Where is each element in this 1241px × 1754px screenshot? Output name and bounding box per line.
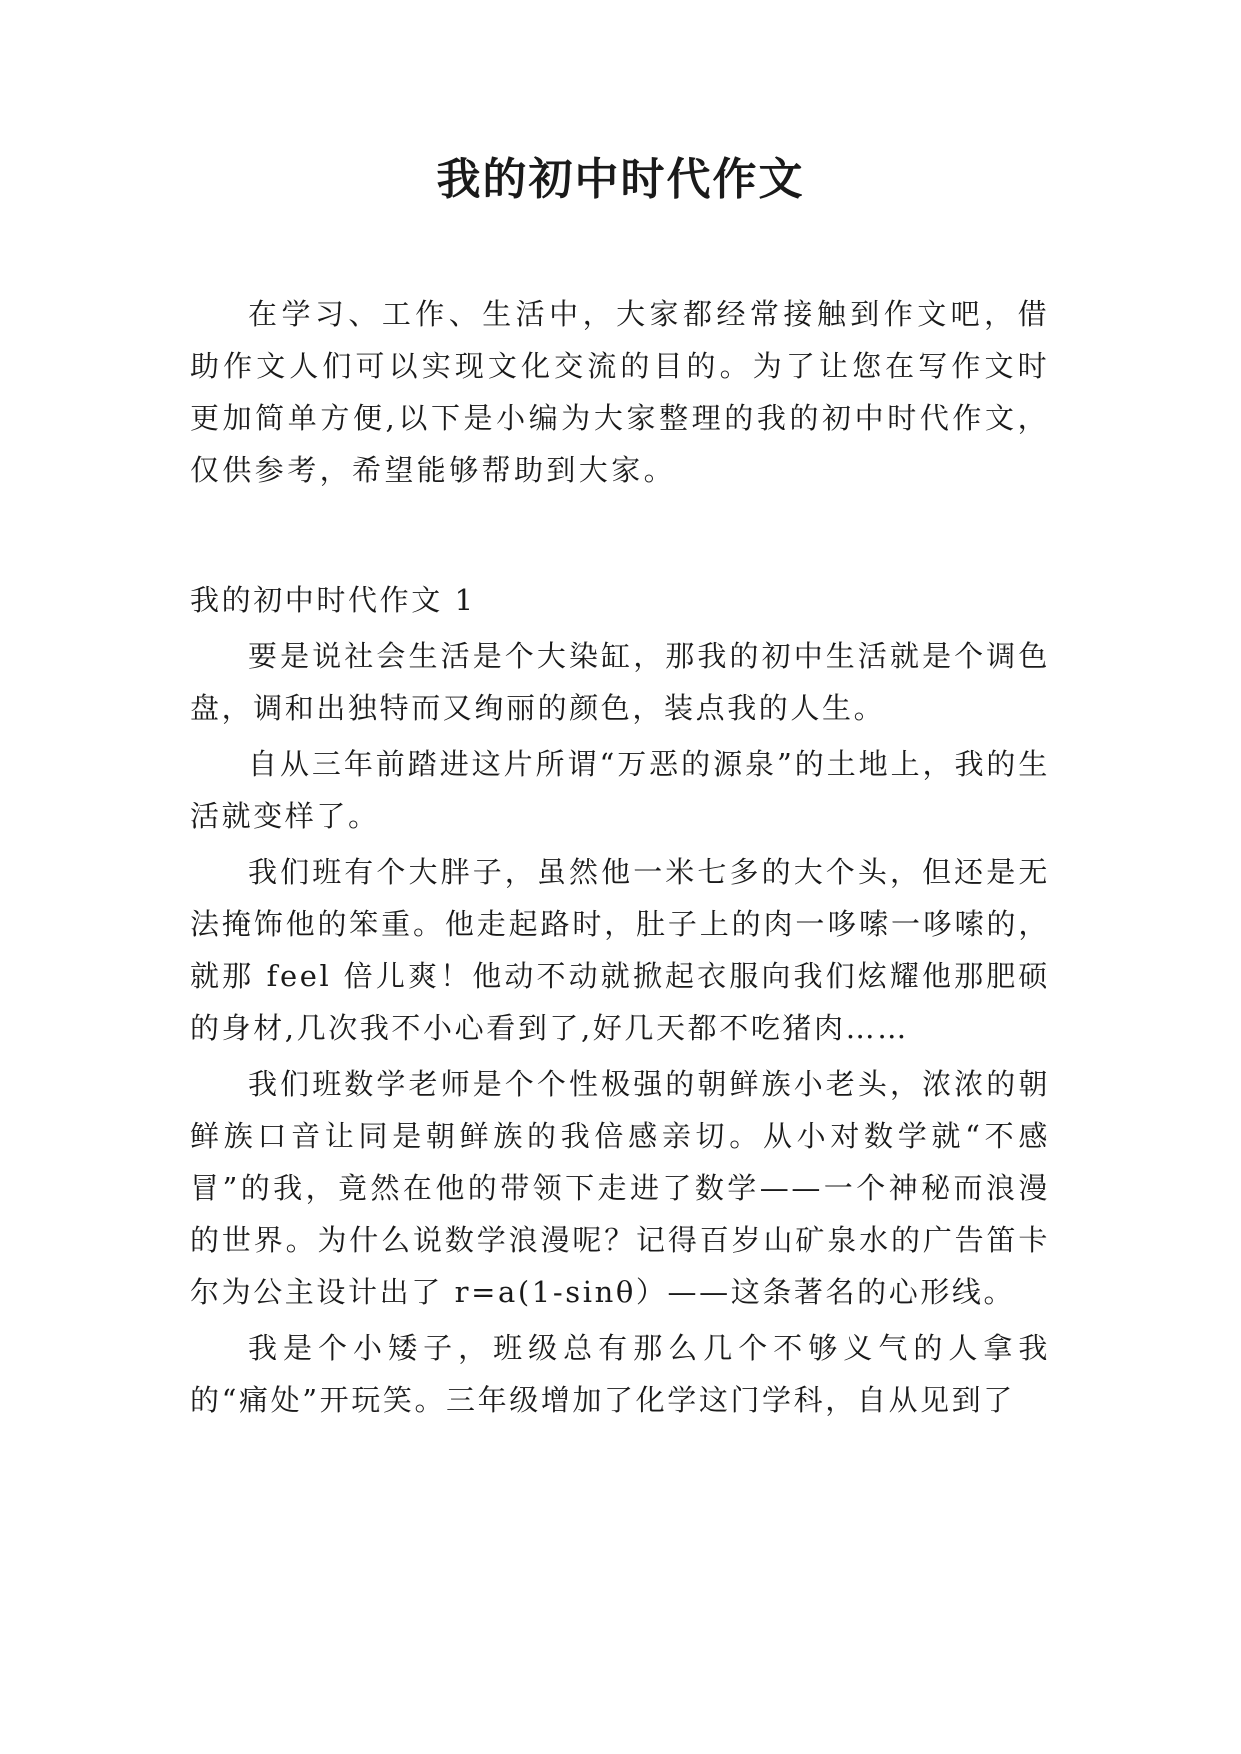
body-paragraph: 要是说社会生活是个大染缸，那我的初中生活就是个调色盘，调和出独特而又绚丽的颜色，装点我的人生。 — [190, 639, 1050, 725]
intro-paragraph: 在学习、工作、生活中，大家都经常接触到作文吧，借助作文人们可以实现文化交流的目的。为了让您在写作文时更加简单方便,以下是小编为大家整理的我的初中时代作文，仅供参考，希望能够帮助到大家。 — [190, 297, 1050, 487]
document-body — [190, 288, 1050, 1426]
body-paragraph: 我们班有个大胖子，虽然他一米七多的大个头，但还是无法掩饰他的笨重。他走起路时，肚子上的肉一哆嗦一哆嗦的，就那 feel 倍儿爽！他动不动就掀起衣服向我们炫耀他那肥硕的身材,几次我不小心看到了,好几天都不吃猪肉…… — [190, 855, 1050, 1045]
section-heading: 我的初中时代作文 1 — [190, 583, 476, 617]
body-paragraph: 我们班数学老师是个个性极强的朝鲜族小老头，浓浓的朝鲜族口音让同是朝鲜族的我倍感亲切。从小对数学就“不感冒”的我，竟然在他的带领下走进了数学——一个神秘而浪漫的世界。为什么说数学浪漫呢？记得百岁山矿泉水的广告笛卡尔为公主设计出了 r=a(1-sinθ）——这条著名的心形线。 — [190, 1067, 1050, 1309]
document-title: 我的初中时代作文 — [436, 154, 805, 205]
body-paragraph: 自从三年前踏进这片所谓“万恶的源泉”的土地上，我的生活就变样了。 — [190, 747, 1050, 833]
body-paragraph: 我是个小矮子，班级总有那么几个不够义气的人拿我的“痛处”开玩笑。三年级增加了化学这门学科，自从见到了 — [190, 1331, 1050, 1417]
